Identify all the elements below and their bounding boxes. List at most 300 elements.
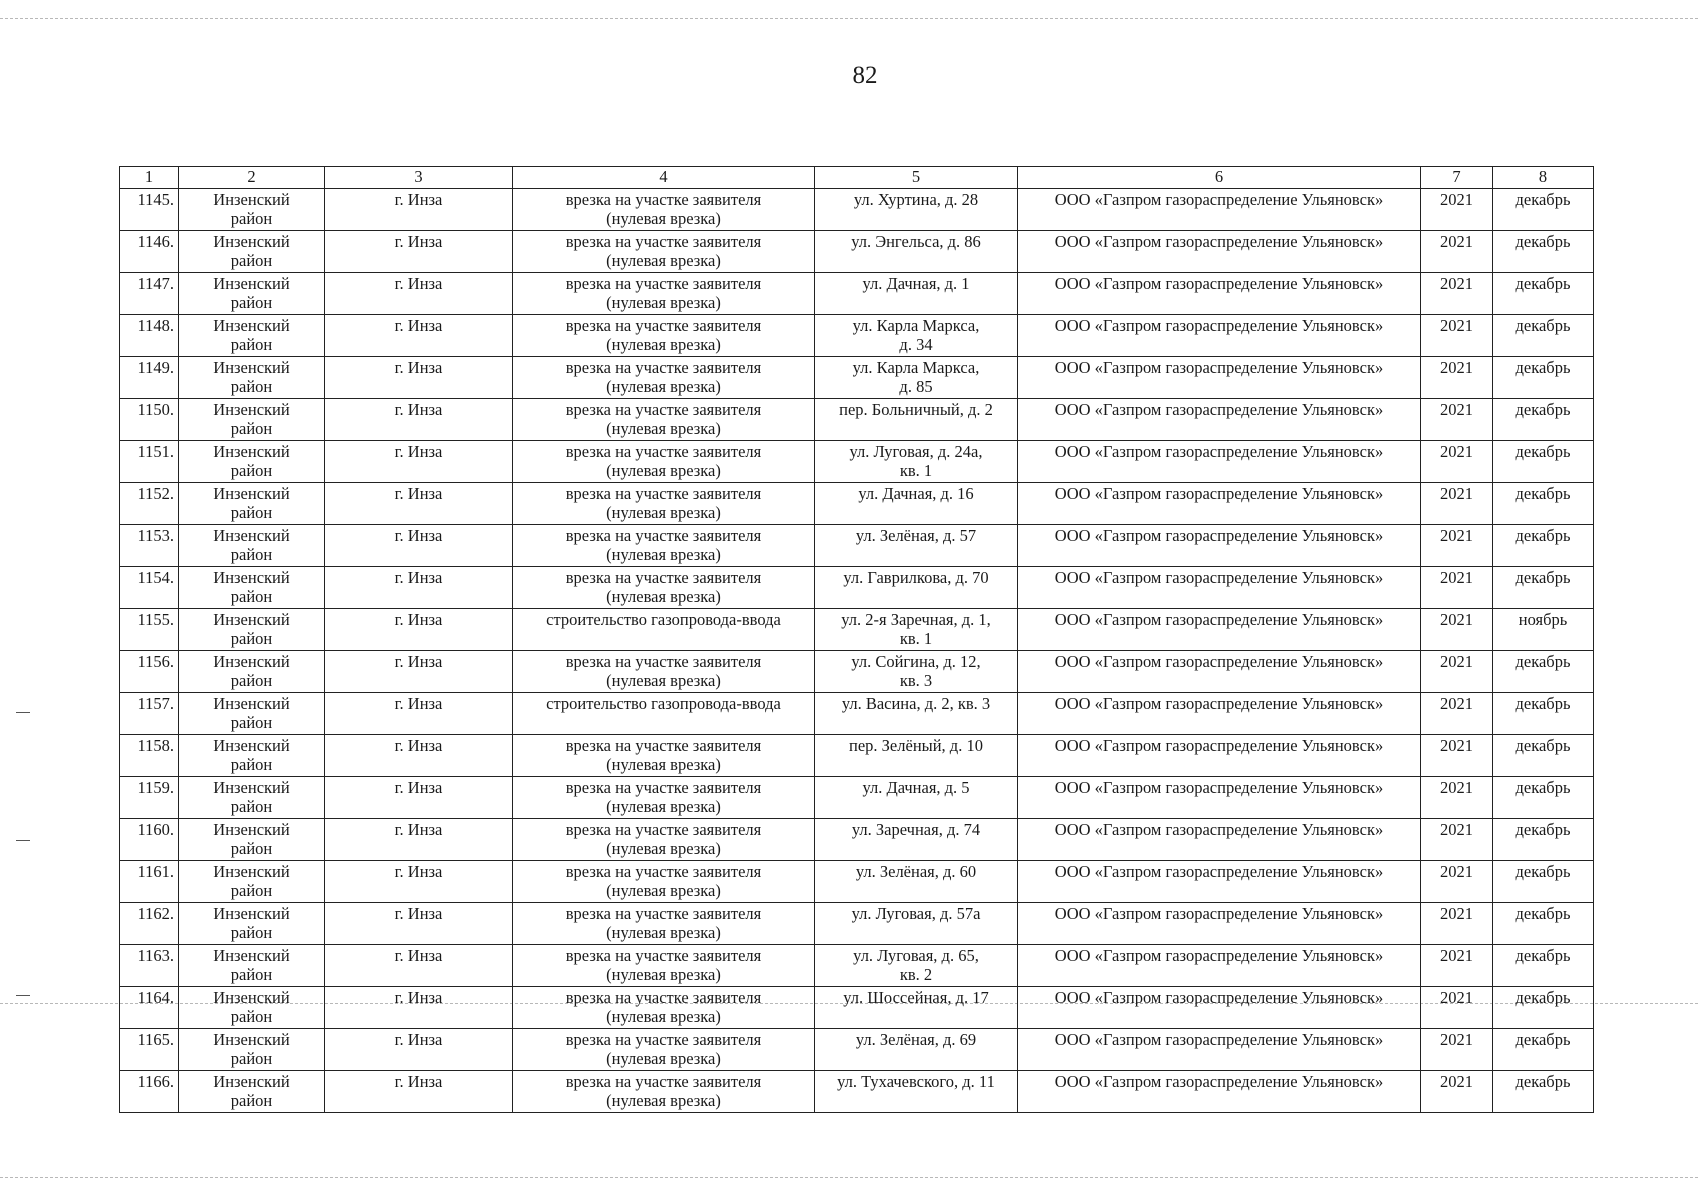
table-row	[120, 819, 1594, 861]
year-cell: 2021	[1421, 231, 1493, 273]
column-header: 6	[1018, 167, 1421, 189]
year-cell: 2021	[1421, 273, 1493, 315]
work-type-cell-line: (нулевая врезка)	[606, 671, 721, 690]
row-number-cell: 1147.	[120, 273, 179, 315]
scan-artifact-top	[0, 18, 1698, 19]
district-cell-line: Инзенский	[213, 526, 290, 545]
month-cell: декабрь	[1493, 945, 1594, 987]
address-cell	[815, 819, 1018, 861]
work-type-cell	[513, 861, 815, 903]
work-type-cell-line: (нулевая врезка)	[606, 965, 721, 984]
district-cell-line: Инзенский	[213, 988, 290, 1007]
month-cell: декабрь	[1493, 819, 1594, 861]
organization-cell: ООО «Газпром газораспределение Ульяновск»	[1018, 945, 1421, 987]
column-header: 1	[120, 167, 179, 189]
work-type-cell	[513, 567, 815, 609]
month-cell: декабрь	[1493, 357, 1594, 399]
district-cell-line: район	[230, 713, 273, 732]
district-cell	[179, 1029, 325, 1071]
table-row	[120, 651, 1594, 693]
address-cell	[815, 1071, 1018, 1113]
work-type-cell-line: (нулевая врезка)	[606, 377, 721, 396]
work-type-cell	[513, 903, 815, 945]
district-cell-line: район	[230, 629, 273, 648]
address-cell-line: ул. 2-я Заречная, д. 1,	[841, 610, 991, 629]
district-cell-line: Инзенский	[213, 1072, 290, 1091]
year-cell: 2021	[1421, 945, 1493, 987]
organization-cell: ООО «Газпром газораспределение Ульяновск»	[1018, 567, 1421, 609]
year-cell: 2021	[1421, 987, 1493, 1029]
organization-cell: ООО «Газпром газораспределение Ульяновск»	[1018, 231, 1421, 273]
work-type-cell-line: (нулевая врезка)	[606, 503, 721, 522]
work-type-cell	[513, 735, 815, 777]
address-cell	[815, 231, 1018, 273]
work-type-cell-line: врезка на участке заявителя	[565, 820, 762, 839]
scan-artifact-tick	[16, 995, 30, 996]
month-cell: декабрь	[1493, 483, 1594, 525]
row-number-cell: 1151.	[120, 441, 179, 483]
work-type-cell	[513, 399, 815, 441]
month-cell: декабрь	[1493, 735, 1594, 777]
locality-cell: г. Инза	[325, 735, 513, 777]
locality-cell: г. Инза	[325, 567, 513, 609]
address-cell-line: кв. 1	[899, 629, 933, 648]
address-cell-line: ул. Зелёная, д. 57	[855, 526, 977, 545]
address-cell	[815, 441, 1018, 483]
work-type-cell-line: (нулевая врезка)	[606, 1007, 721, 1026]
month-cell: декабрь	[1493, 777, 1594, 819]
locality-cell: г. Инза	[325, 945, 513, 987]
locality-cell: г. Инза	[325, 399, 513, 441]
table-row	[120, 399, 1594, 441]
work-type-cell	[513, 609, 815, 651]
address-cell-line: ул. Луговая, д. 24а,	[849, 442, 983, 461]
locality-cell: г. Инза	[325, 483, 513, 525]
work-type-cell	[513, 189, 815, 231]
address-cell	[815, 483, 1018, 525]
work-type-cell-line: врезка на участке заявителя	[565, 358, 762, 377]
work-type-cell-line: (нулевая врезка)	[606, 419, 721, 438]
district-cell	[179, 315, 325, 357]
district-cell-line: Инзенский	[213, 232, 290, 251]
month-cell: декабрь	[1493, 273, 1594, 315]
address-cell	[815, 399, 1018, 441]
month-cell: декабрь	[1493, 987, 1594, 1029]
locality-cell: г. Инза	[325, 231, 513, 273]
work-type-cell-line: врезка на участке заявителя	[565, 946, 762, 965]
table-row	[120, 987, 1594, 1029]
address-cell-line: кв. 1	[899, 461, 933, 480]
organization-cell: ООО «Газпром газораспределение Ульяновск»	[1018, 777, 1421, 819]
scan-artifact-bottom	[0, 1177, 1698, 1178]
table-row	[120, 693, 1594, 735]
year-cell: 2021	[1421, 441, 1493, 483]
row-number-cell: 1162.	[120, 903, 179, 945]
work-type-cell-line: врезка на участке заявителя	[565, 484, 762, 503]
table-row	[120, 777, 1594, 819]
work-type-cell-line: врезка на участке заявителя	[565, 862, 762, 881]
organization-cell: ООО «Газпром газораспределение Ульяновск»	[1018, 357, 1421, 399]
address-cell	[815, 945, 1018, 987]
header-row	[120, 167, 1594, 189]
month-cell: декабрь	[1493, 315, 1594, 357]
district-cell-line: Инзенский	[213, 484, 290, 503]
district-cell-line: район	[230, 587, 273, 606]
district-cell-line: район	[230, 797, 273, 816]
row-number-cell: 1150.	[120, 399, 179, 441]
district-cell	[179, 987, 325, 1029]
month-cell: декабрь	[1493, 231, 1594, 273]
address-cell	[815, 861, 1018, 903]
locality-cell: г. Инза	[325, 315, 513, 357]
district-cell	[179, 231, 325, 273]
district-cell-line: район	[230, 419, 273, 438]
district-cell-line: Инзенский	[213, 1030, 290, 1049]
organization-cell: ООО «Газпром газораспределение Ульяновск»	[1018, 1071, 1421, 1113]
work-type-cell	[513, 777, 815, 819]
address-cell-line: ул. Хуртина, д. 28	[853, 190, 979, 209]
address-cell	[815, 273, 1018, 315]
organization-cell: ООО «Газпром газораспределение Ульяновск»	[1018, 273, 1421, 315]
month-cell: декабрь	[1493, 693, 1594, 735]
address-cell-line: ул. Зелёная, д. 60	[855, 862, 977, 881]
address-cell	[815, 693, 1018, 735]
address-cell-line: ул. Зелёная, д. 69	[855, 1030, 977, 1049]
work-type-cell-line: (нулевая врезка)	[606, 1091, 721, 1110]
district-cell-line: Инзенский	[213, 862, 290, 881]
work-type-cell-line: врезка на участке заявителя	[565, 232, 762, 251]
district-cell-line: район	[230, 881, 273, 900]
month-cell: декабрь	[1493, 1029, 1594, 1071]
table-row	[120, 441, 1594, 483]
table-row	[120, 357, 1594, 399]
organization-cell: ООО «Газпром газораспределение Ульяновск»	[1018, 399, 1421, 441]
address-cell-line: ул. Гаврилкова, д. 70	[843, 568, 989, 587]
district-cell-line: район	[230, 671, 273, 690]
address-cell-line: ул. Заречная, д. 74	[851, 820, 981, 839]
locality-cell: г. Инза	[325, 357, 513, 399]
table-row	[120, 189, 1594, 231]
gasification-table	[119, 166, 1594, 1113]
district-cell	[179, 735, 325, 777]
work-type-cell-line: врезка на участке заявителя	[565, 190, 762, 209]
work-type-cell-line: строительство газопровода-ввода	[546, 610, 781, 629]
table-body	[120, 189, 1594, 1113]
organization-cell: ООО «Газпром газораспределение Ульяновск»	[1018, 483, 1421, 525]
address-cell-line: ул. Дачная, д. 1	[862, 274, 970, 293]
district-cell-line: Инзенский	[213, 190, 290, 209]
table-row	[120, 273, 1594, 315]
district-cell	[179, 567, 325, 609]
work-type-cell	[513, 693, 815, 735]
district-cell	[179, 1071, 325, 1113]
work-type-cell-line: (нулевая врезка)	[606, 545, 721, 564]
locality-cell: г. Инза	[325, 651, 513, 693]
district-cell	[179, 525, 325, 567]
district-cell-line: район	[230, 335, 273, 354]
organization-cell: ООО «Газпром газораспределение Ульяновск»	[1018, 1029, 1421, 1071]
locality-cell: г. Инза	[325, 693, 513, 735]
district-cell-line: район	[230, 1091, 273, 1110]
table-row	[120, 735, 1594, 777]
district-cell-line: Инзенский	[213, 778, 290, 797]
district-cell-line: район	[230, 839, 273, 858]
district-cell	[179, 189, 325, 231]
address-cell-line: ул. Дачная, д. 5	[862, 778, 970, 797]
work-type-cell-line: (нулевая врезка)	[606, 881, 721, 900]
work-type-cell-line: (нулевая врезка)	[606, 839, 721, 858]
column-header: 4	[513, 167, 815, 189]
row-number-cell: 1152.	[120, 483, 179, 525]
row-number-cell: 1153.	[120, 525, 179, 567]
district-cell-line: район	[230, 251, 273, 270]
month-cell: декабрь	[1493, 861, 1594, 903]
district-cell-line: район	[230, 293, 273, 312]
year-cell: 2021	[1421, 189, 1493, 231]
organization-cell: ООО «Газпром газораспределение Ульяновск»	[1018, 903, 1421, 945]
month-cell: декабрь	[1493, 903, 1594, 945]
row-number-cell: 1164.	[120, 987, 179, 1029]
column-header: 3	[325, 167, 513, 189]
table-row	[120, 1071, 1594, 1113]
work-type-cell-line: (нулевая врезка)	[606, 587, 721, 606]
work-type-cell-line: врезка на участке заявителя	[565, 442, 762, 461]
district-cell-line: район	[230, 503, 273, 522]
month-cell: декабрь	[1493, 525, 1594, 567]
work-type-cell-line: (нулевая врезка)	[606, 209, 721, 228]
district-cell-line: Инзенский	[213, 652, 290, 671]
work-type-cell-line: врезка на участке заявителя	[565, 904, 762, 923]
district-cell	[179, 273, 325, 315]
row-number-cell: 1155.	[120, 609, 179, 651]
work-type-cell	[513, 231, 815, 273]
work-type-cell-line: врезка на участке заявителя	[565, 526, 762, 545]
row-number-cell: 1160.	[120, 819, 179, 861]
organization-cell: ООО «Газпром газораспределение Ульяновск»	[1018, 609, 1421, 651]
work-type-cell-line: (нулевая врезка)	[606, 797, 721, 816]
address-cell-line: кв. 3	[899, 671, 933, 690]
work-type-cell	[513, 945, 815, 987]
organization-cell: ООО «Газпром газораспределение Ульяновск»	[1018, 987, 1421, 1029]
district-cell-line: Инзенский	[213, 946, 290, 965]
locality-cell: г. Инза	[325, 861, 513, 903]
work-type-cell-line: (нулевая врезка)	[606, 755, 721, 774]
address-cell-line: д. 34	[899, 335, 933, 354]
address-cell-line: пер. Больничный, д. 2	[839, 400, 993, 419]
locality-cell: г. Инза	[325, 903, 513, 945]
district-cell	[179, 441, 325, 483]
work-type-cell	[513, 1029, 815, 1071]
district-cell-line: район	[230, 965, 273, 984]
year-cell: 2021	[1421, 777, 1493, 819]
locality-cell: г. Инза	[325, 189, 513, 231]
locality-cell: г. Инза	[325, 441, 513, 483]
address-cell	[815, 189, 1018, 231]
row-number-cell: 1163.	[120, 945, 179, 987]
row-number-cell: 1148.	[120, 315, 179, 357]
district-cell-line: район	[230, 209, 273, 228]
work-type-cell	[513, 441, 815, 483]
district-cell-line: Инзенский	[213, 400, 290, 419]
address-cell	[815, 567, 1018, 609]
work-type-cell-line: (нулевая врезка)	[606, 251, 721, 270]
locality-cell: г. Инза	[325, 525, 513, 567]
work-type-cell-line: (нулевая врезка)	[606, 923, 721, 942]
locality-cell: г. Инза	[325, 987, 513, 1029]
address-cell	[815, 1029, 1018, 1071]
year-cell: 2021	[1421, 315, 1493, 357]
address-cell-line: ул. Луговая, д. 65,	[853, 946, 979, 965]
locality-cell: г. Инза	[325, 273, 513, 315]
work-type-cell	[513, 273, 815, 315]
district-cell-line: район	[230, 1049, 273, 1068]
district-cell-line: Инзенский	[213, 568, 290, 587]
district-cell	[179, 483, 325, 525]
row-number-cell: 1149.	[120, 357, 179, 399]
work-type-cell-line: (нулевая врезка)	[606, 1049, 721, 1068]
address-cell	[815, 651, 1018, 693]
year-cell: 2021	[1421, 735, 1493, 777]
locality-cell: г. Инза	[325, 777, 513, 819]
address-cell-line: ул. Васина, д. 2, кв. 3	[841, 694, 991, 713]
work-type-cell	[513, 357, 815, 399]
table-row	[120, 1029, 1594, 1071]
organization-cell: ООО «Газпром газораспределение Ульяновск»	[1018, 735, 1421, 777]
table-row	[120, 903, 1594, 945]
district-cell-line: район	[230, 923, 273, 942]
table-row	[120, 945, 1594, 987]
organization-cell: ООО «Газпром газораспределение Ульяновск»	[1018, 693, 1421, 735]
row-number-cell: 1159.	[120, 777, 179, 819]
table-row	[120, 231, 1594, 273]
page-number: 82	[852, 62, 878, 89]
row-number-cell: 1154.	[120, 567, 179, 609]
work-type-cell-line: (нулевая врезка)	[606, 335, 721, 354]
table-row	[120, 567, 1594, 609]
row-number-cell: 1156.	[120, 651, 179, 693]
address-cell	[815, 525, 1018, 567]
district-cell-line: район	[230, 377, 273, 396]
address-cell-line: д. 85	[899, 377, 933, 396]
district-cell-line: Инзенский	[213, 820, 290, 839]
work-type-cell-line: врезка на участке заявителя	[565, 1030, 762, 1049]
address-cell-line: ул. Энгельса, д. 86	[851, 232, 981, 251]
work-type-cell-line: врезка на участке заявителя	[565, 1072, 762, 1091]
organization-cell: ООО «Газпром газораспределение Ульяновск»	[1018, 819, 1421, 861]
year-cell: 2021	[1421, 819, 1493, 861]
locality-cell: г. Инза	[325, 819, 513, 861]
work-type-cell-line: строительство газопровода-ввода	[546, 694, 781, 713]
year-cell: 2021	[1421, 903, 1493, 945]
row-number-cell: 1157.	[120, 693, 179, 735]
district-cell-line: район	[230, 755, 273, 774]
row-number-cell: 1165.	[120, 1029, 179, 1071]
district-cell	[179, 777, 325, 819]
district-cell-line: район	[230, 545, 273, 564]
address-cell	[815, 315, 1018, 357]
organization-cell: ООО «Газпром газораспределение Ульяновск»	[1018, 441, 1421, 483]
table-row	[120, 315, 1594, 357]
organization-cell: ООО «Газпром газораспределение Ульяновск»	[1018, 315, 1421, 357]
work-type-cell-line: врезка на участке заявителя	[565, 652, 762, 671]
address-cell-line: пер. Зелёный, д. 10	[849, 736, 983, 755]
organization-cell: ООО «Газпром газораспределение Ульяновск»	[1018, 651, 1421, 693]
work-type-cell-line: врезка на участке заявителя	[565, 736, 762, 755]
year-cell: 2021	[1421, 567, 1493, 609]
scan-artifact-tick	[16, 840, 30, 841]
work-type-cell-line: врезка на участке заявителя	[565, 316, 762, 335]
column-header: 2	[179, 167, 325, 189]
year-cell: 2021	[1421, 651, 1493, 693]
district-cell	[179, 693, 325, 735]
locality-cell: г. Инза	[325, 609, 513, 651]
address-cell-line: ул. Дачная, д. 16	[858, 484, 974, 503]
work-type-cell-line: врезка на участке заявителя	[565, 778, 762, 797]
district-cell	[179, 903, 325, 945]
district-cell	[179, 357, 325, 399]
district-cell	[179, 651, 325, 693]
district-cell-line: Инзенский	[213, 442, 290, 461]
address-cell-line: ул. Карла Маркса,	[852, 358, 980, 377]
organization-cell: ООО «Газпром газораспределение Ульяновск»	[1018, 861, 1421, 903]
work-type-cell	[513, 1071, 815, 1113]
work-type-cell	[513, 525, 815, 567]
work-type-cell	[513, 651, 815, 693]
address-cell-line: кв. 2	[899, 965, 933, 984]
row-number-cell: 1146.	[120, 231, 179, 273]
year-cell: 2021	[1421, 399, 1493, 441]
address-cell-line: ул. Карла Маркса,	[852, 316, 980, 335]
month-cell: декабрь	[1493, 441, 1594, 483]
district-cell	[179, 609, 325, 651]
district-cell-line: Инзенский	[213, 736, 290, 755]
organization-cell: ООО «Газпром газораспределение Ульяновск»	[1018, 189, 1421, 231]
district-cell-line: Инзенский	[213, 358, 290, 377]
month-cell: ноябрь	[1493, 609, 1594, 651]
district-cell-line: Инзенский	[213, 316, 290, 335]
address-cell	[815, 735, 1018, 777]
district-cell	[179, 945, 325, 987]
address-cell-line: ул. Шоссейная, д. 17	[843, 988, 989, 1007]
month-cell: декабрь	[1493, 651, 1594, 693]
year-cell: 2021	[1421, 693, 1493, 735]
work-type-cell	[513, 315, 815, 357]
work-type-cell-line: (нулевая врезка)	[606, 461, 721, 480]
scan-artifact-tick	[16, 712, 30, 713]
year-cell: 2021	[1421, 1071, 1493, 1113]
year-cell: 2021	[1421, 525, 1493, 567]
year-cell: 2021	[1421, 483, 1493, 525]
work-type-cell-line: врезка на участке заявителя	[565, 274, 762, 293]
work-type-cell-line: (нулевая врезка)	[606, 293, 721, 312]
locality-cell: г. Инза	[325, 1071, 513, 1113]
district-cell	[179, 819, 325, 861]
district-cell	[179, 399, 325, 441]
work-type-cell-line: врезка на участке заявителя	[565, 400, 762, 419]
table-row	[120, 483, 1594, 525]
month-cell: декабрь	[1493, 399, 1594, 441]
district-cell-line: район	[230, 461, 273, 480]
row-number-cell: 1166.	[120, 1071, 179, 1113]
address-cell-line: ул. Сойгина, д. 12,	[851, 652, 981, 671]
address-cell-line: ул. Тухачевского, д. 11	[837, 1072, 995, 1091]
organization-cell: ООО «Газпром газораспределение Ульяновск»	[1018, 525, 1421, 567]
column-header: 5	[815, 167, 1018, 189]
row-number-cell: 1145.	[120, 189, 179, 231]
month-cell: декабрь	[1493, 567, 1594, 609]
district-cell-line: район	[230, 1007, 273, 1026]
work-type-cell	[513, 819, 815, 861]
